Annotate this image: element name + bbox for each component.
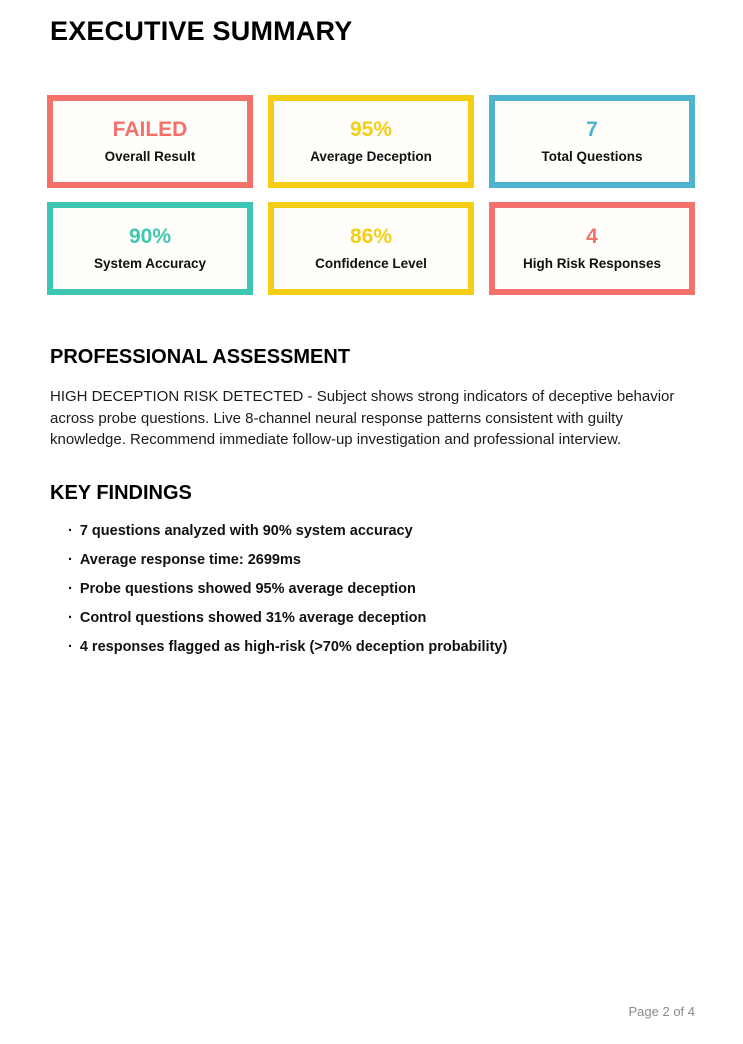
card-value: 95% [349, 118, 393, 142]
card-label: System Accuracy [93, 256, 207, 272]
card-value: 4 [586, 225, 598, 249]
key-findings-list [68, 524, 688, 669]
card-average-deception [268, 95, 474, 188]
card-label: Total Questions [541, 149, 643, 165]
key-findings-heading: KEY FINDINGS [50, 482, 192, 504]
card-label: Average Deception [310, 149, 432, 165]
card-value: 90% [128, 225, 172, 249]
card-value: 86% [349, 225, 393, 249]
card-confidence-level [268, 202, 474, 295]
card-label: Overall Result [104, 149, 196, 165]
card-system-accuracy [47, 202, 253, 295]
assessment-body-text: HIGH DECEPTION RISK DETECTED - Subject shows strong indicators of deceptive behavior across probe questions. Live 8-channel neural response patterns consistent with guilty knowledge. Recommend immediate follow-up investigation and professional interview. [50, 388, 675, 448]
key-finding-text: 4 responses flagged as high-risk (>70% deception probability) [79, 639, 508, 655]
page-title: EXECUTIVE SUMMARY [50, 16, 353, 46]
card-value: 7 [586, 118, 598, 142]
card-high-risk-responses [489, 202, 695, 295]
key-finding-item [68, 582, 688, 597]
key-finding-text: 7 questions analyzed with 90% system accuracy [79, 523, 413, 539]
key-finding-text: Control questions showed 31% average deception [79, 610, 427, 626]
key-finding-text: Average response time: 2699ms [79, 552, 301, 568]
assessment-heading: PROFESSIONAL ASSESSMENT [50, 346, 351, 368]
bullet-dot: · [68, 581, 73, 597]
card-overall-result [47, 95, 253, 188]
bullet-dot: · [68, 639, 73, 655]
bullet-dot: · [68, 610, 73, 626]
bullet-dot: · [68, 523, 73, 539]
key-finding-item [68, 553, 688, 568]
bullet-dot: · [68, 552, 73, 568]
card-total-questions [489, 95, 695, 188]
card-value: FAILED [112, 118, 188, 142]
card-label: Confidence Level [315, 256, 427, 272]
page-number: Page 2 of 4 [628, 1004, 695, 1019]
key-finding-item [68, 640, 688, 655]
key-finding-text: Probe questions showed 95% average deception [79, 581, 416, 597]
summary-cards-grid [47, 95, 696, 295]
key-finding-item [68, 524, 688, 539]
card-label: High Risk Responses [522, 256, 662, 272]
key-finding-item [68, 611, 688, 626]
